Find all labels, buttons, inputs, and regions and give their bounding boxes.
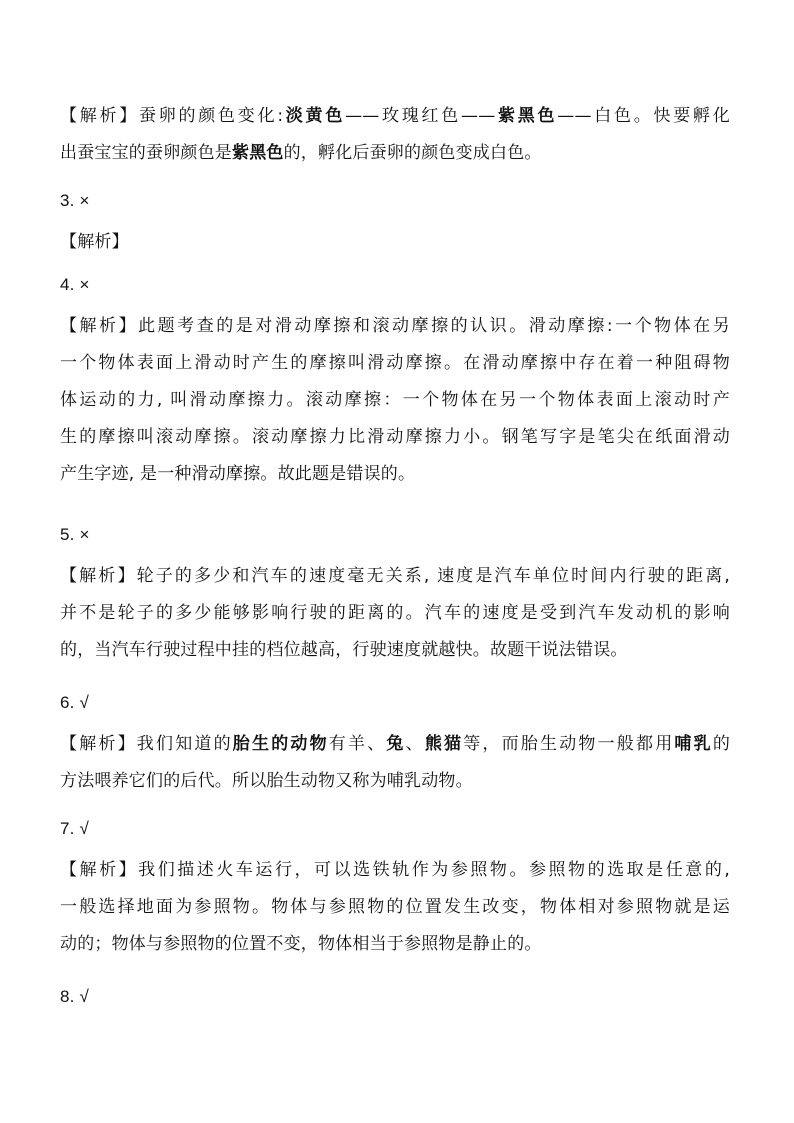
answer-mark: 7. √ [60, 819, 90, 838]
analysis-line [60, 135, 730, 172]
analysis-line: 一般选择地面为参照物。物体与参照物的位置发生改变，物体相对参照物就是运 [60, 897, 730, 917]
analysis-line [60, 852, 730, 889]
answer-mark: 3. × [60, 191, 90, 210]
text-run: ——玫瑰红色—— [345, 106, 496, 126]
bold-run: 紫黑色 [232, 143, 284, 163]
bold-run: 胎生的动物 [232, 734, 329, 754]
text-run: 出蚕宝宝的蚕卵颜色是 [60, 143, 232, 163]
text-run: 的 [712, 734, 731, 754]
analysis-block-3 [60, 224, 730, 261]
answer-mark: 4. × [60, 275, 90, 294]
analysis-line [60, 558, 730, 595]
bold-run: 淡黄色 [283, 106, 346, 126]
answer-mark: 8. √ [60, 987, 90, 1006]
bold-run: 紫黑色 [495, 106, 558, 126]
text-run: 我们描述火车运行，可以选铁轨作为参照物。参照物的选取是任意的, [138, 860, 730, 880]
analysis-block-5 [60, 558, 730, 669]
text-run: ——白色。快要孵化 [557, 106, 730, 126]
analysis-label: 【解析】 [60, 566, 137, 586]
text-run: 、 [405, 734, 425, 754]
analysis-line: 一个物体表面上滑动时产生的摩擦叫滑动摩擦。在滑动摩擦中存在着一种阻碍物 [60, 353, 730, 373]
text-run: 我们知道的 [136, 734, 233, 754]
text-run: 蚕卵的颜色变化: [139, 106, 284, 126]
analysis-label: 【解析】 [60, 734, 137, 754]
answer-7 [60, 810, 730, 847]
answer-4 [60, 266, 730, 303]
bold-run: 兔 [386, 734, 406, 754]
analysis-label: 【解析】 [60, 106, 140, 126]
answer-mark: 5. × [60, 525, 90, 544]
analysis-label: 【解析】 [60, 316, 139, 336]
analysis-line: 生的摩擦叫滚动摩擦。滚动摩擦力比滑动摩擦力小。钢笔写字是笔尖在纸面滑动 [60, 427, 730, 447]
text-run: 等，而胎生动物一般都用 [463, 734, 675, 754]
text-run: 的，孵化后蚕卵的颜色变成白色。 [283, 143, 542, 163]
analysis-block-7 [60, 852, 730, 963]
analysis-line: 方法喂养它们的后代。所以胎生动物又称为哺乳动物。 [60, 771, 473, 791]
analysis-line: 的，当汽车行驶过程中挂的档位越高，行驶速度就越快。故题干说法错误。 [60, 640, 628, 660]
answer-5 [60, 516, 730, 553]
analysis-line: 动的；物体与参照物的位置不变，物体相当于参照物是静止的。 [60, 934, 542, 954]
answer-8 [60, 978, 730, 1015]
bold-run: 哺乳 [674, 734, 713, 754]
analysis-label: 【解析】 [60, 232, 129, 252]
bold-run: 熊猫 [424, 734, 464, 754]
text-run: 此题考查的是对滑动摩擦和滚动摩擦的认识。滑动摩擦:一个物体在另 [138, 316, 730, 336]
analysis-line [60, 308, 730, 345]
analysis-line [60, 98, 730, 135]
analysis-line: 并不是轮子的多少能够影响行驶的距离的。汽车的速度是受到汽车发动机的影响 [60, 603, 730, 623]
analysis-line: 产生字迹, 是一种滑动摩擦。故此题是错误的。 [60, 464, 416, 484]
text-run: 轮子的多少和汽车的速度毫无关系, 速度是汽车单位时间内行驶的距离, [136, 566, 730, 586]
analysis-line [60, 726, 730, 763]
analysis-line: 体运动的力, 叫滑动摩擦力。滚动摩擦：一个物体在另一个物体表面上滚动时产 [60, 390, 730, 410]
analysis-block-4 [60, 308, 730, 493]
analysis-block-6 [60, 726, 730, 800]
text-run: 有羊、 [328, 734, 387, 754]
analysis-label: 【解析】 [60, 860, 139, 880]
answer-mark: 6. √ [60, 693, 90, 712]
answer-6 [60, 684, 730, 721]
analysis-block-2 [60, 98, 730, 172]
answer-3 [60, 182, 730, 219]
